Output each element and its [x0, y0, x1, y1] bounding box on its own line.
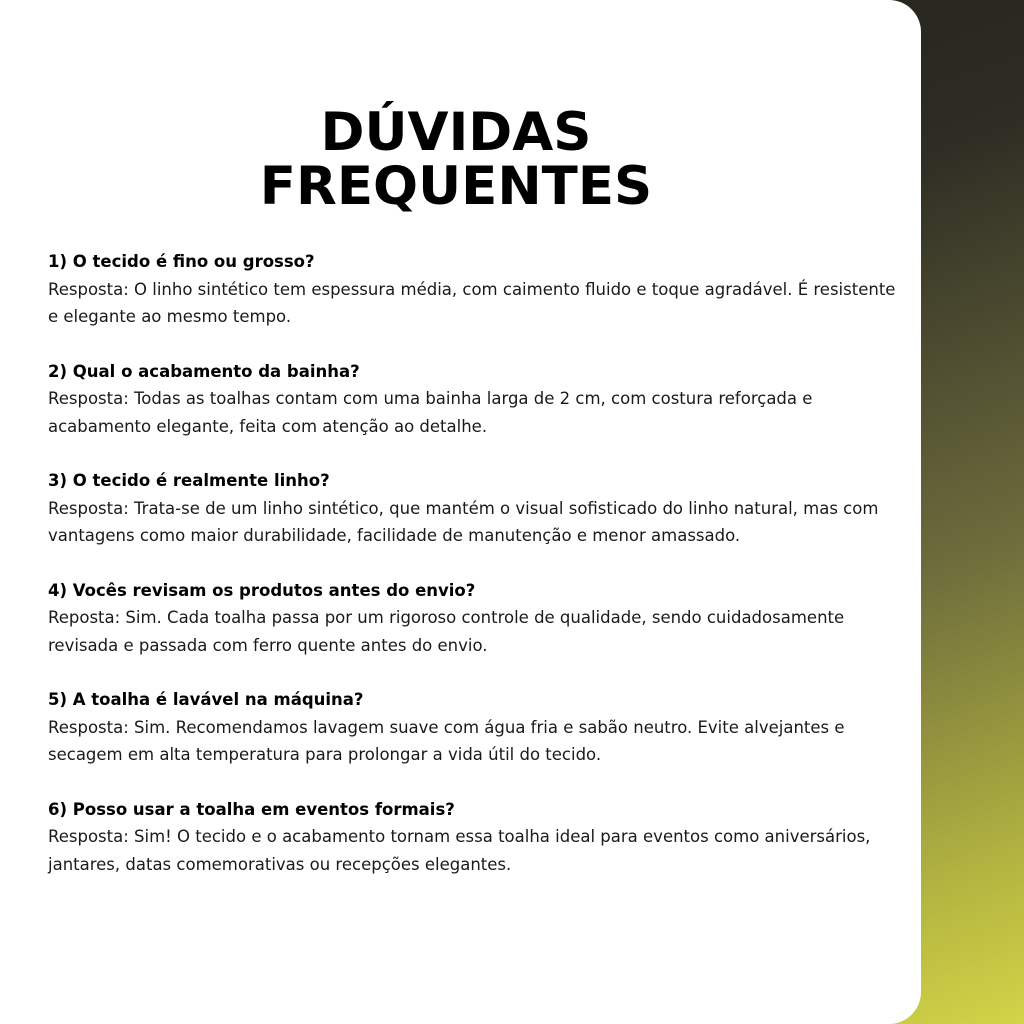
faq-item-2: [48, 358, 898, 441]
faq-question: 6) Posso usar a toalha em eventos formais?: [48, 799, 455, 819]
faq-item-3: [48, 467, 898, 550]
faq-question: 4) Vocês revisam os produtos antes do envio?: [48, 580, 476, 600]
faq-question: 5) A toalha é lavável na máquina?: [48, 690, 364, 709]
page-title: [0, 101, 912, 217]
faq-question: 3) O tecido é realmente linho?: [48, 471, 330, 490]
faq-answer: Resposta: Trata-se de um linho sintético, que mantém o visual sofisticado do linho natural, mas com vantagens como maior durabilidade, facilidade de manutenção e menor amassado.: [48, 498, 879, 545]
faq-item-1: [48, 248, 898, 331]
faq-answer: Resposta: Sim. Recomendamos lavagem suave com água fria e sabão neutro. Evite alvejantes e secagem em alta temperatura para prolongar a vida útil do tecido.: [48, 717, 845, 764]
faq-item-5: [48, 686, 898, 769]
faq-answer: Resposta: Sim! O tecido e o acabamento tornam essa toalha ideal para eventos como aniversários, jantares, datas comemorativas ou recepções elegantes.: [48, 827, 871, 874]
faq-item-4: [48, 577, 898, 660]
faq-list: [48, 248, 898, 905]
faq-answer: Reposta: Sim. Cada toalha passa por um rigoroso controle de qualidade, sendo cuidadosamente revisada e passada com ferro quente antes do envio.: [48, 608, 845, 655]
page-title-line-2: FREQUENTES: [259, 155, 653, 217]
faq-item-6: [48, 796, 898, 879]
faq-answer: Resposta: O linho sintético tem espessura média, com caimento fluido e toque agradável. É resistente e elegante ao mesmo tempo.: [48, 279, 896, 326]
faq-question: 2) Qual o acabamento da bainha?: [48, 361, 360, 381]
page-title-line-1: DÚVIDAS: [320, 101, 592, 163]
faq-question: 1) O tecido é fino ou grosso?: [48, 252, 315, 271]
faq-answer: Resposta: Todas as toalhas contam com uma bainha larga de 2 cm, com costura reforçada e acabamento elegante, feita com atenção ao detalhe.: [48, 389, 813, 436]
